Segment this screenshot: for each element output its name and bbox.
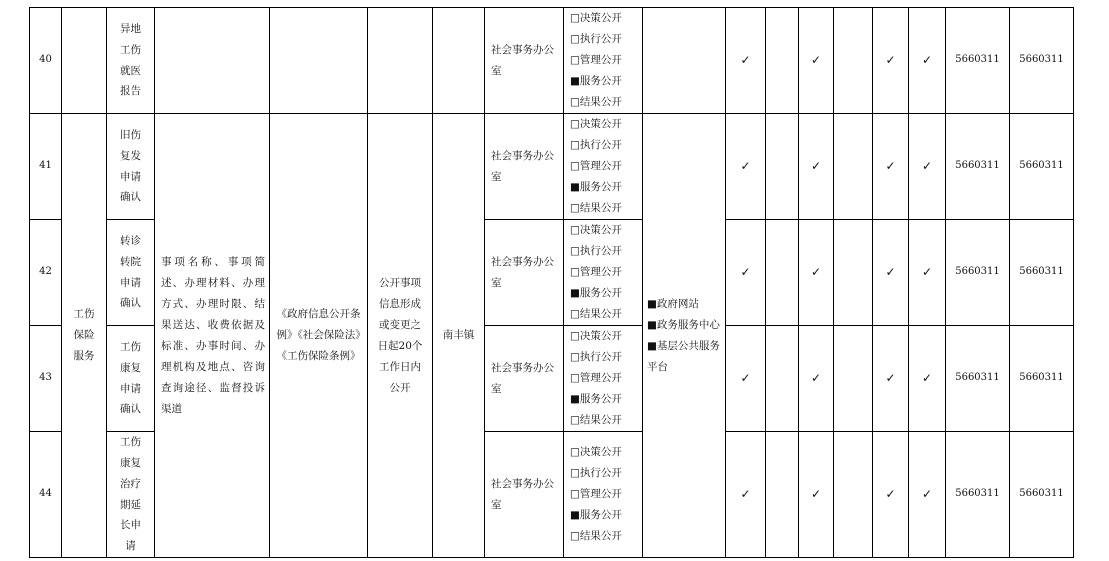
phone-number: 5660311 — [946, 432, 1010, 558]
phone-number: 5660311 — [946, 114, 1010, 220]
disclosure-time-limit: 公开事项信息形成或变更之日起20个工作日内公开 — [368, 114, 433, 558]
table-row — [30, 114, 1074, 220]
phone-number: 5660311 — [1010, 114, 1074, 220]
check-mark — [834, 8, 873, 114]
disclosure-content: 事项名称、事项简述、办理材料、办理方式、办理时限、结果送达、收费依据及标准、办事时间、办理机构及地点、咨询查询途径、监督投诉渠道 — [155, 114, 270, 558]
item-name: 工伤 康复 治疗 期延 长申 请 — [107, 432, 155, 558]
department: 社会事务办公室 — [485, 8, 564, 114]
row-number: 44 — [30, 432, 62, 558]
check-mark: ✓ — [873, 114, 909, 220]
item-name: 旧伤 复发 申请 确认 — [107, 114, 155, 220]
check-mark: ✓ — [799, 326, 834, 432]
table-row — [30, 8, 1074, 114]
check-mark: ✓ — [909, 220, 946, 326]
check-mark: ✓ — [726, 114, 766, 220]
category-cell-empty — [62, 8, 107, 114]
department: 社会事务办公室 — [485, 432, 564, 558]
check-mark — [834, 432, 873, 558]
publicity-type: □决策公开 □执行公开 □管理公开 ■服务公开 □结果公开 — [564, 114, 643, 220]
disclosure-basis: 《政府信息公开条例》《社会保险法》《工伤保险条例》 — [270, 114, 368, 558]
check-mark: ✓ — [799, 220, 834, 326]
content-cell-empty — [155, 8, 270, 114]
phone-number: 5660311 — [946, 8, 1010, 114]
check-mark: ✓ — [909, 8, 946, 114]
check-mark: ✓ — [799, 114, 834, 220]
department: 社会事务办公室 — [485, 220, 564, 326]
phone-number: 5660311 — [1010, 326, 1074, 432]
check-mark: ✓ — [726, 326, 766, 432]
check-mark — [766, 326, 799, 432]
phone-number: 5660311 — [1010, 220, 1074, 326]
check-mark: ✓ — [909, 114, 946, 220]
check-mark: ✓ — [909, 432, 946, 558]
check-mark — [834, 114, 873, 220]
check-mark — [766, 220, 799, 326]
item-name: 异地 工伤 就医 报告 — [107, 8, 155, 114]
publicity-type: □决策公开 □执行公开 □管理公开 ■服务公开 □结果公开 — [564, 326, 643, 432]
check-mark — [766, 114, 799, 220]
check-mark: ✓ — [873, 432, 909, 558]
publicity-type: □决策公开 □执行公开 □管理公开 ■服务公开 □结果公开 — [564, 432, 643, 558]
time-limit-cell-empty — [368, 8, 433, 114]
phone-number: 5660311 — [946, 220, 1010, 326]
category-merged: 工伤 保险 服务 — [62, 114, 107, 558]
town-name: 南丰镇 — [433, 114, 485, 558]
publicity-type: □决策公开 □执行公开 □管理公开 ■服务公开 □结果公开 — [564, 8, 643, 114]
basis-cell-empty — [270, 8, 368, 114]
publicity-type: □决策公开 □执行公开 □管理公开 ■服务公开 □结果公开 — [564, 220, 643, 326]
check-mark — [766, 432, 799, 558]
check-mark: ✓ — [873, 220, 909, 326]
disclosure-channels: ■政府网站 ■政务服务中心 ■基层公共服务平台 — [643, 114, 726, 558]
check-mark: ✓ — [726, 432, 766, 558]
check-mark: ✓ — [873, 8, 909, 114]
department: 社会事务办公室 — [485, 114, 564, 220]
check-mark: ✓ — [909, 326, 946, 432]
disclosure-table — [29, 7, 1074, 558]
check-mark: ✓ — [726, 8, 766, 114]
item-name: 工伤 康复 申请 确认 — [107, 326, 155, 432]
phone-number: 5660311 — [946, 326, 1010, 432]
row-number: 43 — [30, 326, 62, 432]
item-name: 转诊 转院 申请 确认 — [107, 220, 155, 326]
check-mark: ✓ — [799, 432, 834, 558]
town-cell-empty — [433, 8, 485, 114]
row-number: 40 — [30, 8, 62, 114]
row-number: 41 — [30, 114, 62, 220]
check-mark: ✓ — [726, 220, 766, 326]
row-number: 42 — [30, 220, 62, 326]
phone-number: 5660311 — [1010, 8, 1074, 114]
check-mark — [834, 326, 873, 432]
department: 社会事务办公室 — [485, 326, 564, 432]
check-mark — [766, 8, 799, 114]
check-mark: ✓ — [873, 326, 909, 432]
check-mark — [834, 220, 873, 326]
phone-number: 5660311 — [1010, 432, 1074, 558]
channel-cell-empty — [643, 8, 726, 114]
check-mark: ✓ — [799, 8, 834, 114]
